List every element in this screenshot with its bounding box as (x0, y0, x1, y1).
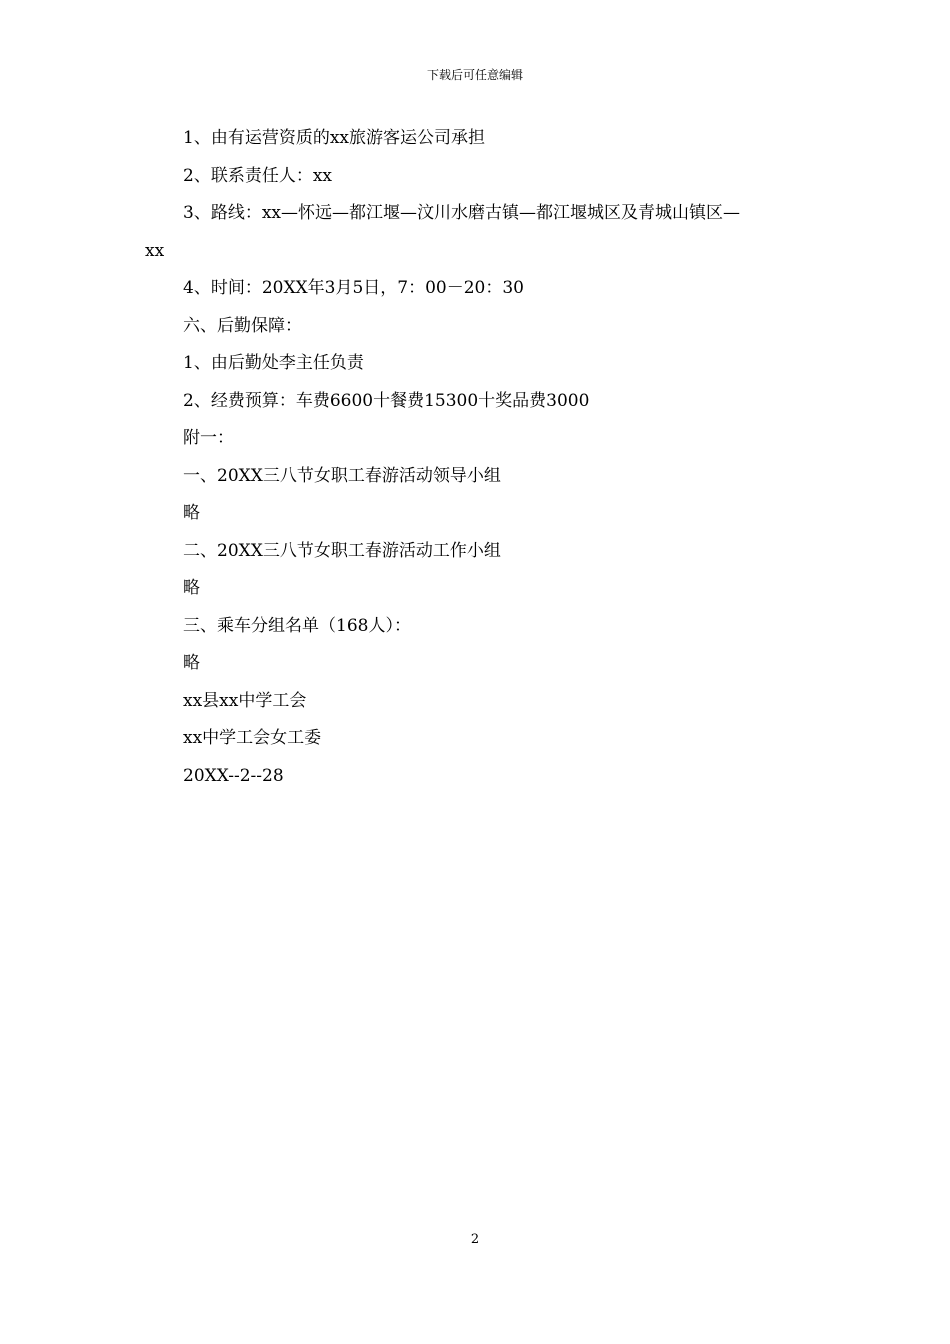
appendix-item-3: 三、乘车分组名单（168人）： (183, 615, 411, 636)
route-line-continued: xx (145, 240, 165, 261)
section-logistics-heading: 六、后勤保障： (183, 315, 302, 336)
logistics-item-2: 2、经费预算：车费6600十餐费15300十奖品费3000 (183, 390, 590, 411)
transport-item-2: 2、联系责任人：xx (183, 165, 332, 186)
signature-org-1: xx县xx中学工会 (183, 690, 307, 711)
appendix-item-1: 一、20XX三八节女职工春游活动领导小组 (183, 465, 501, 486)
time-line: 4、时间：20XX年3月5日，7：00－20：30 (183, 278, 524, 298)
signature-org-2: xx中学工会女工委 (183, 728, 322, 748)
appendix-item-3-content: 略 (183, 653, 200, 673)
transport-item-1: 1、由有运营资质的xx旅游客运公司承担 (183, 128, 485, 148)
appendix-heading: 附一： (183, 428, 234, 448)
document-body (145, 120, 810, 795)
signature-date: 20XX--2--28 (183, 765, 284, 786)
appendix-item-2: 二、20XX三八节女职工春游活动工作小组 (183, 540, 501, 561)
route-line: 3、路线：xx—怀远—都江堰—汶川水磨古镇—都江堰城区及青城山镇区— (183, 203, 740, 223)
logistics-item-1: 1、由后勤处李主任负责 (183, 353, 364, 373)
appendix-item-2-content: 略 (183, 578, 200, 598)
appendix-item-1-content: 略 (183, 503, 200, 523)
page-header: 下载后可任意编辑 (426, 68, 523, 82)
page-number: 2 (470, 1232, 480, 1247)
